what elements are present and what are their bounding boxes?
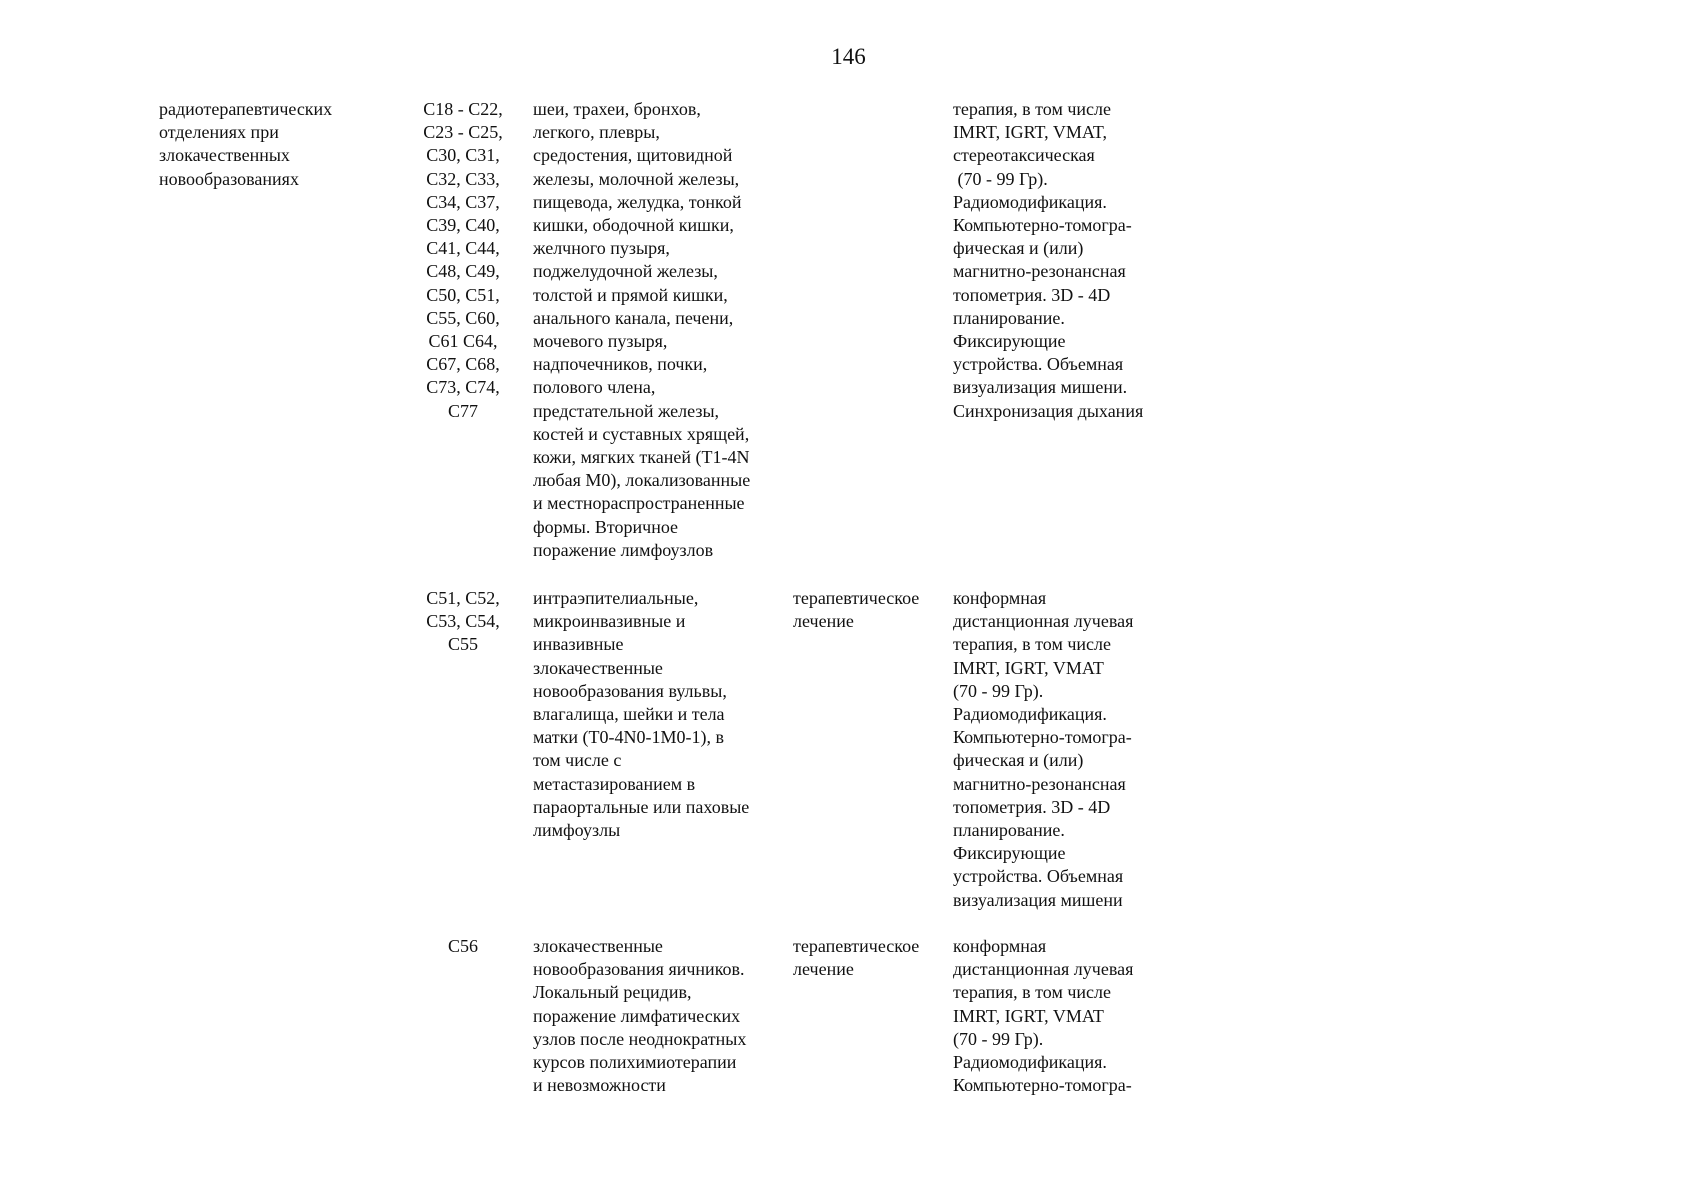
treatment-method-cell: конформная дистанционная лучевая терапия, в том числе IMRT, IGRT, VMAT (70 - 99 Гр). Радиомодификация. Компьютерно-томогра- фическая и (или) магнитно-резонансная топометрия. 3D - 4D планирование. Фиксирующие устройства. Объемная визуализация мишени: [953, 588, 1134, 910]
patient-model-cell: шеи, трахеи, бронхов, легкого, плевры, средостения, щитовидной железы, молочной железы, пищевода, желудка, тонкой кишки, ободочной кишки, желчного пузыря, поджелудочной железы, толстой и прямой кишки, анального канала, печени, мочевого пузыря, надпочечников, почки, полового члена, предстательной железы, костей и суставных хрящей, кожи, мягких тканей (T1-4N любая M0), локализованные и местнораспространенные формы. Вторичное поражение лимфоузлов: [533, 99, 751, 560]
icd-codes-cell: C51, C52, C53, C54, C55: [426, 588, 500, 655]
patient-model-cell: злокачественные новообразования яичников. Локальный рецидив, поражение лимфатических узлов после неоднократных курсов полихимиотерапии и невозможности: [533, 936, 747, 1096]
treatment-type-cell: терапевтическое лечение: [793, 588, 920, 632]
icd-codes-cell: C56: [447, 936, 478, 956]
treatment-type-cell: терапевтическое лечение: [793, 936, 920, 980]
medical-profile-cell: радиотерапевтических отделениях при злокачественных новообразованиях: [159, 99, 333, 189]
patient-model-cell: интраэпителиальные, микроинвазивные и инвазивные злокачественные новообразования вульвы, влагалища, шейки и тела матки (T0-4N0-1M0-1), в том числе с метастазированием в параортальные или паховые лимфоузлы: [533, 588, 750, 841]
page-number: 146: [831, 44, 866, 69]
icd-codes-cell: C18 - C22, C23 - C25, C30, C31, C32, C33, C34, C37, C39, C40, C41, C44, C48, C49, C50, C51, C55, C60, C61 C64, C67, C68, C73, C74, C77: [423, 99, 503, 421]
treatment-method-cell: терапия, в том числе IMRT, IGRT, VMAT, стереотаксическая (70 - 99 Гр). Радиомодификация. Компьютерно-томогра- фическая и (или) магнитно-резонансная топометрия. 3D - 4D планирование. Фиксирующие устройства. Объемная визуализация мишени. Синхронизация дыхания: [953, 99, 1144, 421]
treatment-method-cell: конформная дистанционная лучевая терапия, в том числе IMRT, IGRT, VMAT (70 - 99 Гр). Радиомодификация. Компьютерно-томогра-: [953, 936, 1134, 1096]
